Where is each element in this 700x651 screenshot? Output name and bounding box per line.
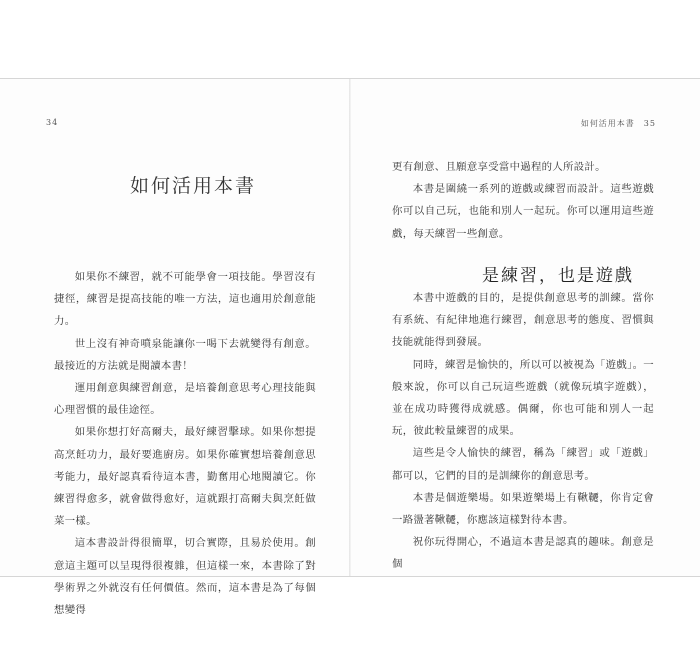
right-page-body-bottom [392,287,654,576]
section-title: 是練習，也是遊戲 [482,266,634,286]
left-page-number: 34 [46,118,59,127]
body-paragraph: 同時，練習是愉快的，所以可以被視為「遊戲」。一般來說，你可以自己玩這些遊戲（就像玩填字遊戲），並在成功時獲得成就感。偶爾，你也可能和別人一起玩，彼此較量練習的成果。 [392,358,654,438]
body-paragraph: 世上沒有神奇噴泉能讓你一喝下去就變得有創意。最接近的方法就是閱讀本書！ [54,337,316,372]
body-paragraph: 如果你想打好高爾夫，最好練習擊球。如果你想提高烹飪功力，最好要進廚房。如果你確實想培養創意思考能力，最好認真看待這本書，勤奮用心地閱讀它。你練習得愈多，就會做得愈好，這就跟打高爾夫與烹飪做菜一樣。 [54,426,316,528]
continued-paragraph: 更有創意、且願意享受當中過程的人所設計。 [392,161,606,173]
chapter-title: 如何活用本書 [130,175,257,197]
body-paragraph: 這些是令人愉快的練習，稱為「練習」或「遊戲」都可以，它們的目的是訓練你的創意思考。 [392,447,654,482]
body-paragraph: 祝你玩得開心，不過這本書是認真的趣味。創意是個 [392,536,654,571]
body-paragraph: 運用創意與練習創意，是培養創意思考心理技能與心理習慣的最佳途徑。 [54,382,316,417]
body-paragraph: 本書是個遊樂場。如果遊樂場上有鞦韆，你肯定會一路盪著鞦韆，你應該這樣對待本書。 [392,491,654,527]
body-paragraph: 本書中遊戲的目的，是提供創意思考的訓練。當你有系統、有紀律地進行練習，創意思考的態度、習慣與技能就能得到發展。 [392,292,654,349]
body-paragraph: 如果你不練習，就不可能學會一項技能。學習沒有捷徑，練習是提高技能的唯一方法，這也適用於創意能力。 [54,271,316,328]
body-paragraph: 本書是圍繞一系列的遊戲或練習而設計。這些遊戲你可以自己玩，也能和別人一起玩。你可以運用這些遊戲，每天練習一些創意。 [392,183,654,240]
book-gutter [349,79,351,576]
book-spread [0,78,700,617]
body-paragraph: 這本書設計得很簡單，切合實際，且易於使用。創意這主題可以呈現得很複雜，但這樣一來，本書除了對學術界之外就沒有任何價值。然而，這本書是為了每個想變得 [54,537,316,617]
left-page-body [54,266,316,621]
right-page-body-top [392,156,654,245]
right-running-head: 如何活用本書 35 [580,119,656,128]
